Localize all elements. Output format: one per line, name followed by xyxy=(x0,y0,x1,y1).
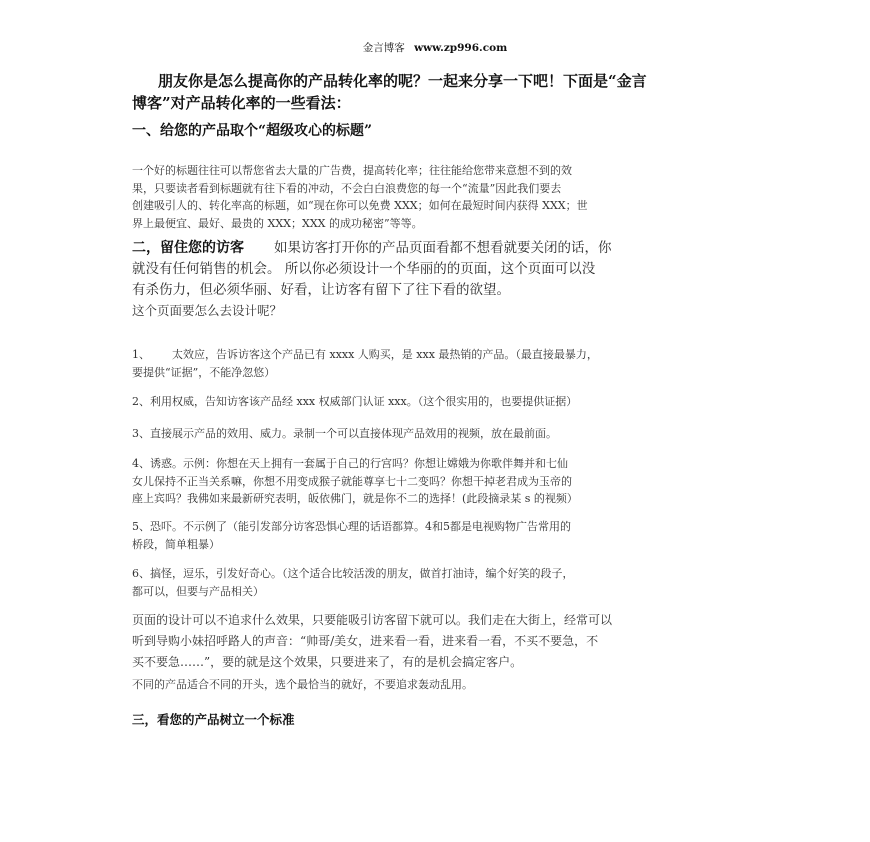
body-line: 果，只要读者看到标题就有往下看的冲动，不会白白浪费您的每一个“流量”因此我们要去 xyxy=(132,181,562,195)
item-number: 5、 xyxy=(132,520,150,533)
body-line: 界上最便宜、最好、最贵的 XXX；XXX 的成功秘密”等等。 xyxy=(132,216,423,230)
page-header xyxy=(0,40,870,55)
body-text: 太效应，告诉访客这个产品已有 xxxx 人购买，是 xxx 最热销的产品。（最直接最暴力， xyxy=(172,348,598,361)
section2-intro xyxy=(132,238,742,301)
body-text: 如果访客打开你的产品页面看都不想看就要关闭的话，你 xyxy=(274,240,612,256)
list-item xyxy=(132,425,742,443)
body-line: 有杀伤力，但必须华丽、好看，让访客有留下了往下看的欲望。 xyxy=(132,282,510,298)
item-number: 2、 xyxy=(132,395,150,408)
body-line: 座上宾吗？我佛如来最新研究表明，皈依佛门，就是你不二的选择！(此段摘录某 s 的视频） xyxy=(132,492,578,505)
intro-line: 博客”对产品转化率的一些看法： xyxy=(132,94,351,112)
body-line: 要提供“证据”，不能净忽悠） xyxy=(132,365,276,379)
body-text: 利用权威，告知访客该产品经 xxx 权威部门认证 xxx。（这个很实用的，也要提供证据） xyxy=(150,395,578,408)
body-text: 搞怪，逗乐，引发好奇心。（这个适合比较活泼的朋友，做首打油诗，编个好笑的段子， xyxy=(150,567,574,580)
body-line: 一个好的标题往往可以帮您省去大量的广告费，提高转化率；往往能给您带来意想不到的效 xyxy=(132,164,572,177)
closing-paragraph xyxy=(132,610,742,673)
body-line: 女儿保持不正当关系嘛，你想不用变成猴子就能尊享七十二变吗？你想干掉老君成为玉帝的 xyxy=(132,474,572,488)
body-line xyxy=(132,238,742,259)
list-item xyxy=(132,565,742,600)
body-line: 页面的设计可以不追求什么效果，只要能吸引访客留下就可以。我们走在大街上，经常可以 xyxy=(132,613,613,627)
intro-line: 朋友你是怎么提高你的产品转化率的呢？一起来分享一下吧！下面是“金言 xyxy=(158,72,647,90)
intro-paragraph xyxy=(132,70,742,114)
body-line xyxy=(132,455,742,473)
item-number: 3、 xyxy=(132,427,150,440)
body-text: 恐吓。不示例了（能引发部分访客恐惧心理的话语都算。4和5都是电视购物广告常用的 xyxy=(150,520,571,533)
body-text: 诱惑。示例：你想在天上拥有一套属于自己的行宫吗？你想让嫦娥为你歌伴舞并和七仙 xyxy=(150,457,568,470)
body-line: 就没有任何销售的机会。 所以你必须设计一个华丽的的页面，这个页面可以没 xyxy=(132,261,596,277)
list-item xyxy=(132,393,742,411)
site-url: www.zp996.com xyxy=(414,42,508,54)
body-line: 桥段，简单粗暴） xyxy=(132,537,220,551)
body-line xyxy=(132,518,742,536)
body-line: 买不要急……”，要的就是这个效果，只要进来了，有的是机会搞定客户。 xyxy=(132,655,523,669)
body-text: 直接展示产品的效用、威力。录制一个可以直接体现产品效用的视频，放在最前面。 xyxy=(150,427,557,440)
section2-heading: 二，留住您的访客 xyxy=(132,240,244,256)
item-number: 6、 xyxy=(132,567,150,580)
body-line xyxy=(132,346,742,364)
final-paragraph: 不同的产品适合不同的开头，选个最恰当的就好，不要追求轰动乱用。 xyxy=(132,678,473,691)
list-item xyxy=(132,518,742,553)
item-number: 1、 xyxy=(132,348,150,361)
list-item xyxy=(132,455,742,508)
section1-body xyxy=(132,162,742,232)
design-question: 这个页面要怎么去设计呢？ xyxy=(132,303,283,318)
body-line: 听到导购小妹招呼路人的声音：“帅哥/美女，进来看一看，进来看一看，不买不要急，不 xyxy=(132,634,599,648)
section1-heading: 一、给您的产品取个“超级攻心的标题” xyxy=(132,123,373,139)
site-name: 金言博客 xyxy=(362,42,405,54)
body-line: 创建吸引人的、转化率高的标题，如“现在你可以免费 XXX；如何在最短时间内获得 XXX；世 xyxy=(132,199,588,212)
body-line xyxy=(132,393,742,411)
item-number: 4、 xyxy=(132,457,150,470)
body-line: 都可以，但要与产品相关） xyxy=(132,584,264,598)
body-line xyxy=(132,565,742,583)
body-line xyxy=(132,425,742,443)
list-item xyxy=(132,346,742,381)
section3-heading: 三，看您的产品树立一个标准 xyxy=(132,712,295,727)
